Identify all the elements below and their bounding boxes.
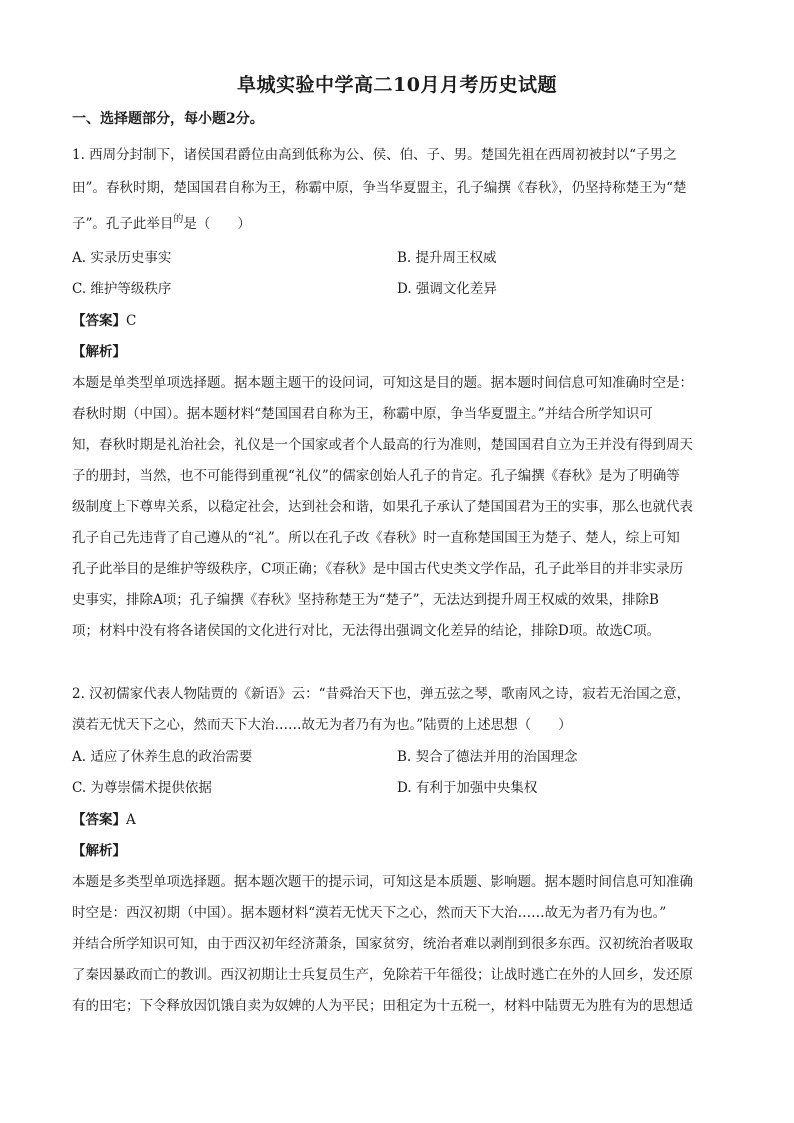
answer-value: A	[126, 812, 136, 828]
q1-stem-superscript: 的	[173, 214, 184, 225]
q1-stem-line: 田”。春秋时期，楚国国君自称为王，称霸中原，争当华夏盟主，孔子编撰《春秋》，仍坚持称楚王为“楚	[72, 180, 687, 196]
q1-analysis-line: 春秋时期（中国）。据本题材料“楚国国君自称为王，称霸中原，争当华夏盟主。”并结合所学知识可	[72, 406, 653, 422]
q1-answer	[72, 309, 136, 329]
q2-stem-line: 2. 汉初儒家代表人物陆贾的《新语》云：“昔舜治天下也，弹五弦之琴，歌南风之诗，寂若无治国之意，	[72, 686, 691, 702]
q2-option-b: B. 契合了德法并用的治国理念	[397, 749, 578, 765]
answer-value: C	[126, 313, 137, 329]
q2-analysis-line: 本题是多类型单项选择题。据本题次题干的提示词，可知这是本质题、影响题。据本题时间信息可知准确	[72, 874, 693, 890]
q2-answer	[72, 808, 136, 828]
q1-analysis-line: 孔子自己先违背了自己遵从的“礼”。所以在孔子改《春秋》时一直称楚国国王为楚子、楚人，综上可知	[72, 530, 680, 546]
q2-analysis-line: 了秦因暴政而亡的教训。西汉初期让士兵复员生产，免除若干年徭役；让战时逃亡在外的人回乡，发还原	[72, 967, 693, 983]
q1-analysis-line: 本题是单类型单项选择题。据本题主题干的设问词，可知这是目的题。据本题时间信息可知准确时空是：	[72, 375, 693, 391]
answer-label: 【答案】	[72, 812, 126, 828]
q1-analysis-line: 知，春秋时期是礼治社会，礼仪是一个国家或者个人最高的行为准则，楚国国君自立为王并没有得到周天	[72, 437, 693, 453]
q2-analysis-line: 并结合所学知识可知，由于西汉初年经济萧条，国家贫穷，统治者难以剥削到很多东西。汉初统治者吸取	[72, 936, 693, 952]
q1-stem-text: 是（ ）	[183, 216, 251, 232]
q2-analysis-line: 时空是：西汉初期（中国）。据本题材料“漠若无忧天下之心，然而天下大治……故无为者乃有为也。”	[72, 905, 667, 921]
q1-option-a: A. 实录历史事实	[72, 250, 172, 266]
q1-stem-text: 子”。孔子此举目	[72, 216, 174, 232]
page-title: 阜城实验中学高二10月月考历史试题	[237, 74, 557, 96]
q2-option-c: C. 为尊崇儒术提供依据	[72, 780, 212, 796]
q1-option-b: B. 提升周王权威	[397, 250, 497, 266]
q1-option-c: C. 维护等级秩序	[72, 281, 172, 297]
q1-analysis-line: 级制度上下尊卑关系，以稳定社会，达到社会和谐，如果孔子承认了楚国国君为王的实事，那么也就代表	[72, 499, 693, 515]
q1-stem-line	[72, 212, 722, 232]
q1-option-d: D. 强调文化差异	[397, 281, 497, 297]
q1-stem-line: 1. 西周分封制下，诸侯国君爵位由高到低称为公、侯、伯、子、男。楚国先祖在西周初被封以“子男之	[72, 147, 677, 163]
q1-analysis-label: 【解析】	[72, 344, 126, 360]
q2-option-d: D. 有利于加强中央集权	[397, 780, 538, 796]
q2-option-a: A. 适应了休养生息的政治需要	[72, 749, 253, 765]
section-heading: 一、选择题部分，每小题2分。	[72, 111, 264, 127]
q1-analysis-line: 史事实，排除A项；孔子编撰《春秋》坚持称楚王为“楚子”，无法达到提升周王权威的效果，排除B	[72, 592, 659, 608]
answer-label: 【答案】	[72, 313, 126, 329]
q1-analysis-line: 项；材料中没有将各诸侯国的文化进行对比，无法得出强调文化差异的结论，排除D项。故选C项。	[72, 623, 661, 639]
q2-analysis-label: 【解析】	[72, 843, 126, 859]
q2-analysis-line: 有的田宅；下令释放因饥饿自卖为奴婢的人为平民；田租定为十五税一，材料中陆贾无为胜有为的思想适	[72, 998, 693, 1014]
q1-analysis-line: 孔子此举目的是维护等级秩序，C项正确；《春秋》是中国古代史类文学作品，孔子此举目的并非实录历	[72, 561, 684, 577]
q2-stem-line: 漠若无忧天下之心，然而天下大治……故无为者乃有为也。”陆贾的上述思想（ ）	[72, 717, 572, 733]
q1-analysis-line: 子的册封，当然，也不可能得到重视“礼仪”的儒家创始人孔子的肯定。孔子编撰《春秋》是为了明确等	[72, 468, 680, 484]
